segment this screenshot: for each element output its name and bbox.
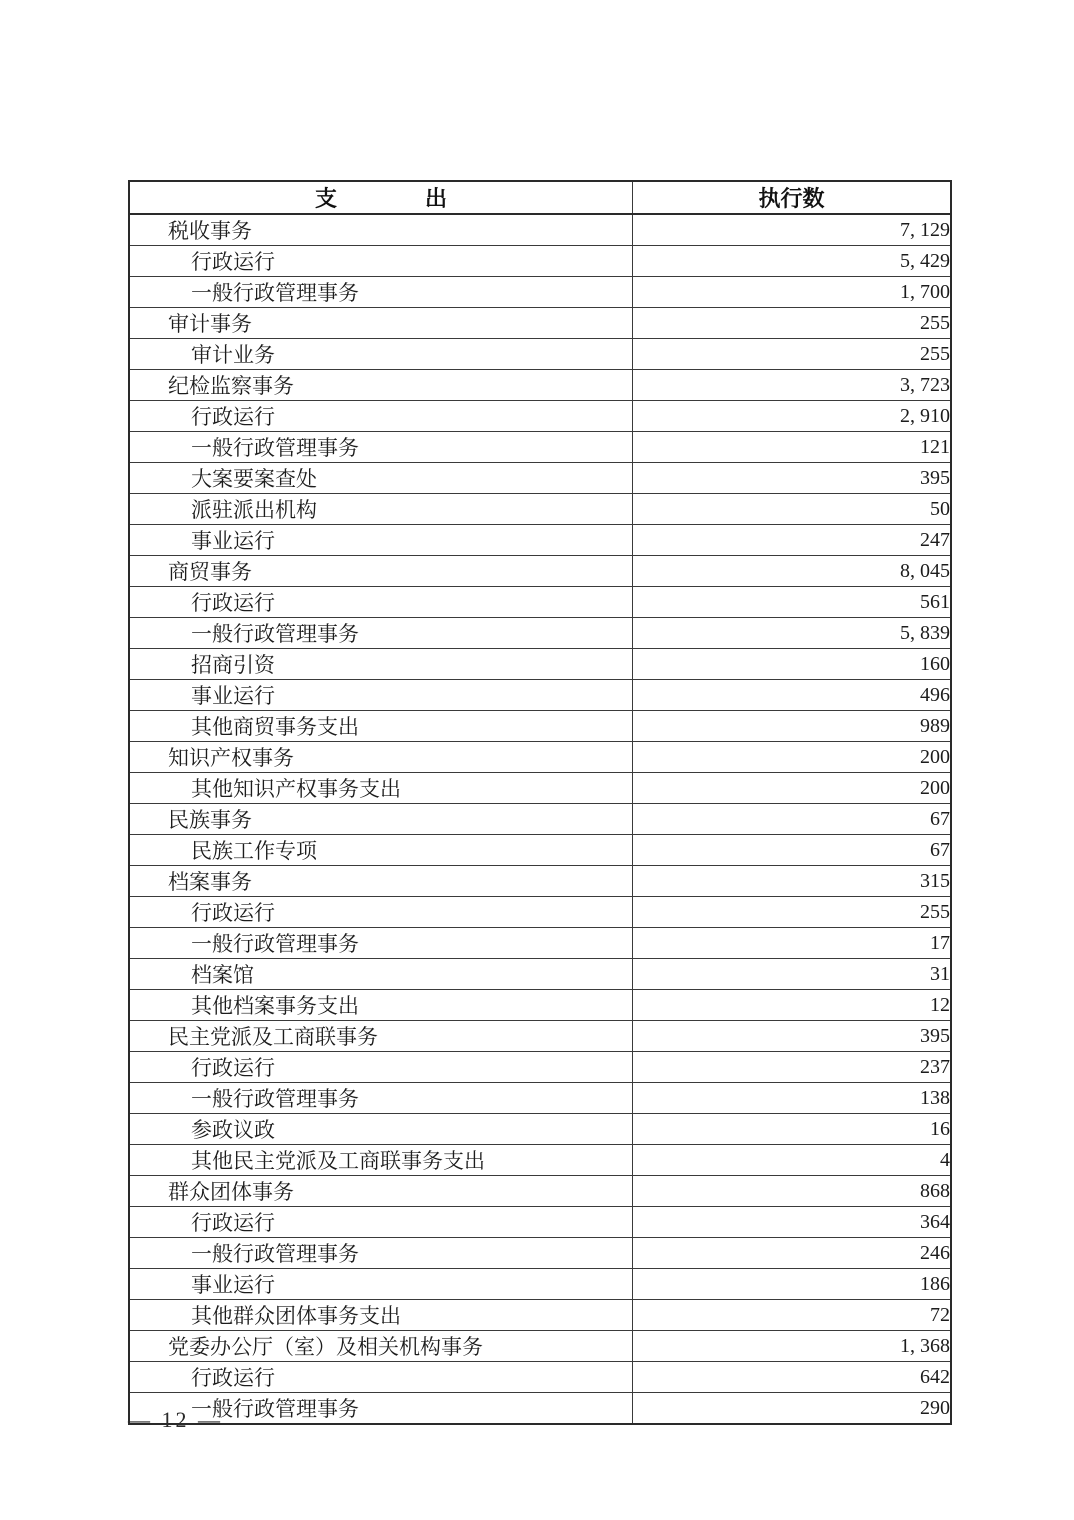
table-row [129,277,951,308]
execution-value: 3, 723 [633,370,952,401]
expenditure-label: 民族事务 [129,804,633,835]
execution-value: 255 [633,339,952,370]
table-row [129,1083,951,1114]
execution-value: 1, 368 [633,1331,952,1362]
expenditure-label: 其他民主党派及工商联事务支出 [129,1145,633,1176]
table-row [129,401,951,432]
table-row [129,1052,951,1083]
page-number: — 12 — [128,1407,223,1432]
table-header-row [129,181,951,214]
expenditure-label: 一般行政管理事务 [129,1393,633,1425]
expenditure-label: 事业运行 [129,525,633,556]
table-row [129,525,951,556]
execution-value: 989 [633,711,952,742]
expenditure-label: 税收事务 [129,214,633,246]
execution-value: 395 [633,1021,952,1052]
table-row [129,1021,951,1052]
execution-value: 255 [633,897,952,928]
table-row [129,587,951,618]
expenditure-label: 行政运行 [129,401,633,432]
expenditure-label: 一般行政管理事务 [129,432,633,463]
table-row [129,463,951,494]
expenditure-label: 档案馆 [129,959,633,990]
expenditure-label: 纪检监察事务 [129,370,633,401]
expenditure-label: 知识产权事务 [129,742,633,773]
table-row [129,1393,951,1425]
table-row [129,711,951,742]
execution-value: 5, 839 [633,618,952,649]
expenditure-label: 审计事务 [129,308,633,339]
execution-value: 642 [633,1362,952,1393]
table-row [129,928,951,959]
execution-value: 160 [633,649,952,680]
expenditure-label: 审计业务 [129,339,633,370]
execution-value: 290 [633,1393,952,1425]
expenditure-label: 党委办公厅（室）及相关机构事务 [129,1331,633,1362]
table-row [129,866,951,897]
execution-value: 72 [633,1300,952,1331]
execution-value: 2, 910 [633,401,952,432]
execution-value: 247 [633,525,952,556]
execution-value: 315 [633,866,952,897]
table-row [129,1300,951,1331]
expenditure-label: 事业运行 [129,680,633,711]
table-row [129,1145,951,1176]
table-row [129,370,951,401]
execution-value: 50 [633,494,952,525]
expenditure-label: 其他知识产权事务支出 [129,773,633,804]
execution-value: 200 [633,742,952,773]
table-row [129,1176,951,1207]
execution-value: 561 [633,587,952,618]
table-row [129,835,951,866]
expenditure-label: 档案事务 [129,866,633,897]
execution-value: 200 [633,773,952,804]
table-row [129,1269,951,1300]
table-row [129,246,951,277]
expenditure-label: 一般行政管理事务 [129,1238,633,1269]
table-row [129,742,951,773]
table-row [129,214,951,246]
table-row [129,1114,951,1145]
expenditure-column-header: 支 出 [129,181,633,214]
expenditure-label: 一般行政管理事务 [129,928,633,959]
expenditure-label: 一般行政管理事务 [129,1083,633,1114]
execution-value: 868 [633,1176,952,1207]
execution-value: 138 [633,1083,952,1114]
table-row [129,680,951,711]
expenditure-label: 商贸事务 [129,556,633,587]
table-row [129,897,951,928]
table-row [129,1238,951,1269]
execution-value: 4 [633,1145,952,1176]
table-row [129,339,951,370]
expenditure-label: 行政运行 [129,1362,633,1393]
expenditure-label: 一般行政管理事务 [129,277,633,308]
expenditure-label: 行政运行 [129,246,633,277]
execution-value: 237 [633,1052,952,1083]
table-row [129,649,951,680]
expenditure-label: 招商引资 [129,649,633,680]
execution-value: 186 [633,1269,952,1300]
table-row [129,618,951,649]
expenditure-label: 大案要案查处 [129,463,633,494]
execution-column-header: 执行数 [633,181,952,214]
execution-value: 17 [633,928,952,959]
execution-value: 16 [633,1114,952,1145]
table-row [129,990,951,1021]
expenditure-label: 事业运行 [129,1269,633,1300]
expenditure-label: 行政运行 [129,897,633,928]
execution-value: 67 [633,835,952,866]
execution-value: 1, 700 [633,277,952,308]
expenditure-label: 其他档案事务支出 [129,990,633,1021]
table-row [129,773,951,804]
execution-value: 395 [633,463,952,494]
expenditure-label: 行政运行 [129,1207,633,1238]
expenditure-label: 其他群众团体事务支出 [129,1300,633,1331]
table-row [129,804,951,835]
execution-value: 364 [633,1207,952,1238]
execution-value: 12 [633,990,952,1021]
table-row [129,1362,951,1393]
execution-value: 31 [633,959,952,990]
execution-value: 5, 429 [633,246,952,277]
expenditure-label: 民族工作专项 [129,835,633,866]
budget-table [128,180,952,1425]
execution-value: 8, 045 [633,556,952,587]
expenditure-label: 行政运行 [129,1052,633,1083]
table-row [129,1207,951,1238]
expenditure-label: 一般行政管理事务 [129,618,633,649]
execution-value: 496 [633,680,952,711]
execution-value: 246 [633,1238,952,1269]
expenditure-label: 参政议政 [129,1114,633,1145]
expenditure-label: 行政运行 [129,587,633,618]
table-row [129,432,951,463]
table-row [129,556,951,587]
expenditure-label: 派驻派出机构 [129,494,633,525]
execution-value: 7, 129 [633,214,952,246]
table-body [129,214,951,1424]
execution-value: 67 [633,804,952,835]
execution-value: 121 [633,432,952,463]
table-row [129,308,951,339]
table-row [129,1331,951,1362]
table-row [129,494,951,525]
expenditure-label: 群众团体事务 [129,1176,633,1207]
execution-value: 255 [633,308,952,339]
expenditure-label: 其他商贸事务支出 [129,711,633,742]
table-row [129,959,951,990]
expenditure-label: 民主党派及工商联事务 [129,1021,633,1052]
